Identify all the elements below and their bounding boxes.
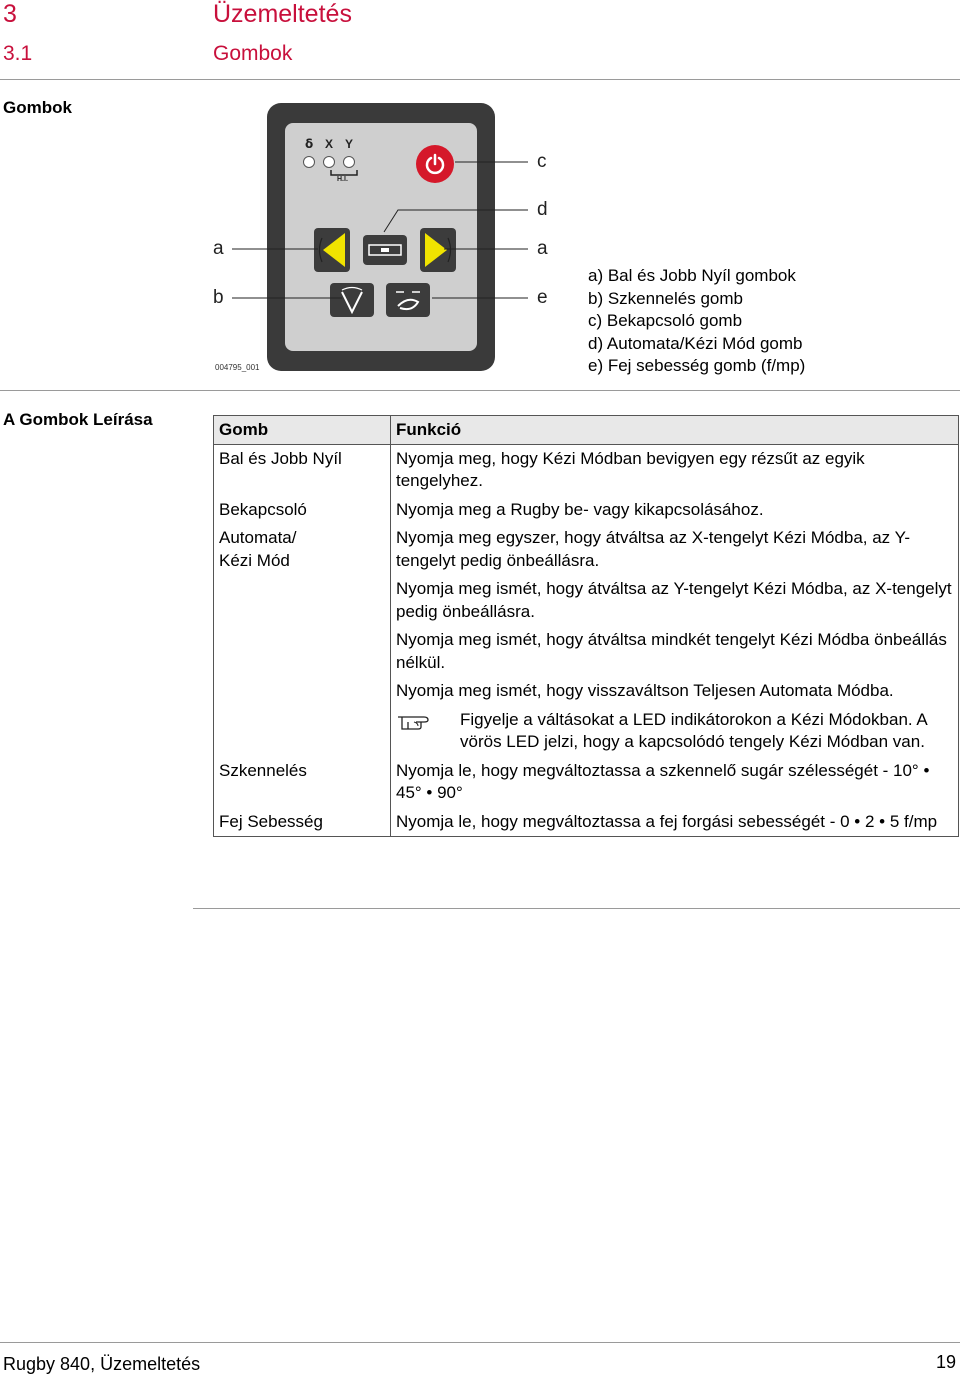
callout-c: c — [537, 151, 547, 172]
led-label-tilt: ẟ — [305, 137, 314, 151]
tip-cell — [391, 706, 959, 757]
button-name: Bekapcsoló — [214, 496, 391, 525]
footer-title: Rugby 840, Üzemeltetés — [3, 1354, 201, 1374]
button-function: Nyomja le, hogy megváltoztassa a fej forgási sebességét - 0 • 2 • 5 f/mp — [391, 808, 959, 837]
legend-item: d) Automata/Kézi Mód gomb — [588, 333, 803, 353]
section-title: Gombok — [213, 42, 293, 65]
button-function: Nyomja meg ismét, hogy visszaváltson Teljesen Automata Módba. — [391, 677, 959, 706]
button-name: Bal és Jobb Nyíl — [214, 444, 391, 496]
section-number: 3.1 — [3, 42, 33, 65]
legend-item: c) Bekapcsoló gomb — [588, 311, 743, 330]
table-row — [214, 496, 959, 525]
col-header-button: Gomb — [214, 416, 391, 445]
footer-rule — [0, 1342, 960, 1343]
table-row — [214, 524, 959, 575]
button-function: Nyomja meg ismét, hogy átváltsa mindkét tengelyt Kézi Módba önbeállás nélkül. — [391, 626, 959, 677]
button-name: Szkennelés — [214, 757, 391, 808]
callout-a-right: a — [537, 238, 548, 259]
legend-item: b) Szkennelés gomb — [588, 288, 743, 308]
button-name — [214, 524, 391, 757]
led-label-x: X — [325, 137, 334, 151]
button-function: Nyomja meg, hogy Kézi Módban bevigyen egy rézsűt az egyik tengelyhez. — [391, 444, 959, 496]
chapter-title: Üzemeltetés — [213, 0, 352, 28]
pointing-hand-icon — [396, 709, 460, 754]
callout-b: b — [213, 287, 224, 308]
button-name-line: Kézi Mód — [219, 550, 290, 570]
tip-text: Figyelje a váltásokat a LED indikátorokon a Kézi Módokban. A vörös LED jelzi, hogy a kapcsolódó tengely Kézi Módban van. — [460, 709, 927, 751]
figure-code: 004795_001 — [215, 363, 260, 372]
section-rule — [0, 390, 960, 391]
callout-leader-lines — [0, 0, 960, 400]
led-label-y: Y — [345, 137, 354, 151]
button-name-line: Automata/ — [219, 528, 297, 547]
button-name: Fej Sebesség — [214, 808, 391, 837]
hi-label: H.I. — [337, 176, 348, 183]
callout-a-left: a — [213, 238, 224, 259]
callout-e: e — [537, 287, 548, 308]
table-row — [214, 757, 959, 808]
legend-item: a) Bal és Jobb Nyíl gombok — [588, 266, 796, 285]
button-description-table — [213, 415, 959, 837]
callout-d: d — [537, 199, 548, 220]
table-row — [214, 444, 959, 496]
col-header-function: Funkció — [391, 416, 959, 445]
button-function: Nyomja le, hogy megváltoztassa a szkennelő sugár szélességét - 10° • 45° • 90° — [391, 757, 959, 808]
figure-legend — [588, 265, 805, 378]
table-row — [214, 808, 959, 837]
button-function: Nyomja meg egyszer, hogy átváltsa az X-tengelyt Kézi Módba, az Y-tengelyt pedig önbeállásra. — [391, 524, 959, 575]
table-header-row — [214, 416, 959, 445]
description-label: A Gombok Leírása — [3, 410, 153, 429]
page-number: 19 — [936, 1352, 957, 1372]
button-function: Nyomja meg ismét, hogy átváltsa az Y-tengelyt Kézi Módba, az X-tengelyt pedig önbeállásra. — [391, 575, 959, 626]
table-end-rule — [193, 908, 960, 909]
legend-item: e) Fej sebesség gomb (f/mp) — [588, 356, 806, 375]
figure-label: Gombok — [3, 98, 72, 117]
button-function: Nyomja meg a Rugby be- vagy kikapcsolásához. — [391, 496, 959, 525]
chapter-number: 3 — [3, 0, 17, 28]
